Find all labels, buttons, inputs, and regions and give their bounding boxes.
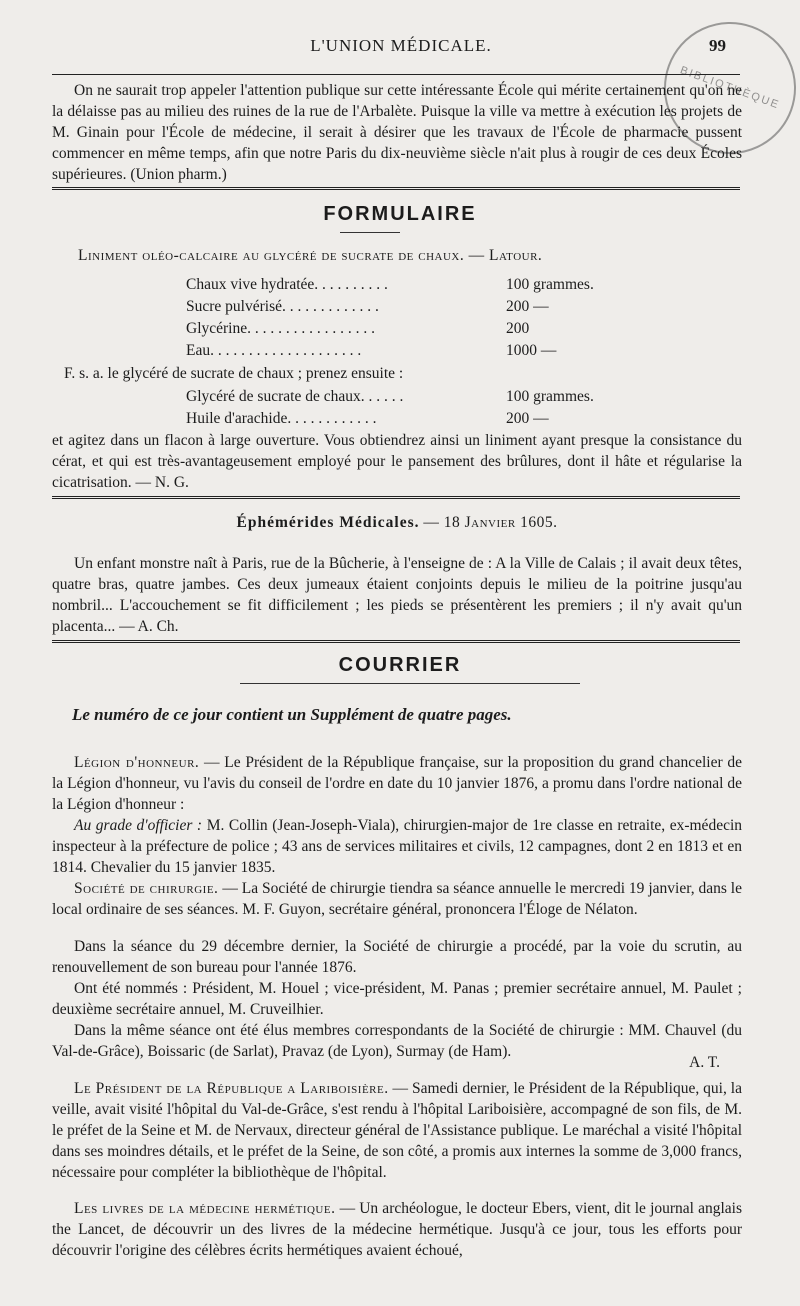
ephemerides-date: — 18 Janvier 1605.: [423, 514, 558, 531]
ingredient-row: [186, 340, 626, 362]
ingredient-name: Chaux vive hydratée. . . . . . . . . .: [186, 276, 388, 293]
officier-text: M. Collin (Jean-Joseph-Viala), chirurgien-major de 1re classe en retraite, ex-médecin inspecteur à la préfecture de police ; 43 ans de services militaires et civils, 12 campagnes, dont 2 en 1813 et en 1814. Chevalier du 15 janvier 1835.: [52, 817, 743, 876]
societe-paragraph: [52, 878, 742, 920]
ingredient-row: [186, 318, 626, 340]
page-header: [52, 30, 782, 112]
seance-paragraph: Dans la séance du 29 décembre dernier, la Société de chirurgie a procédé, par la voie du scrutin, au renouvellement de son bureau pour l'année 1876.: [52, 938, 742, 976]
correspondants-paragraph: Dans la même séance ont été élus membres correspondants de la Société de chirurgie : MM. Chauvel (du Val-de-Grâce), Boissaric (de Sarlat), Pravaz (de Lyon), Surmay (de Ham).: [52, 1022, 742, 1060]
ingredient-name: Glycérine. . . . . . . . . . . . . . . . .: [186, 320, 375, 337]
legion-text: — Le Président de la République française, sur la proposition du grand chancelier de la Légion d'honneur, vu l'avis du conseil de l'ordre en date du 10 janvier 1876, a promu dans l'ordre national de la Légion d'honneur :: [52, 754, 743, 813]
president-text: — Samedi dernier, le Président de la République, qui, la veille, avait visité l'hôpital du Val-de-Grâce, s'est rendu à l'hôpital Lariboisière, accompagné de son fils, de M. le préfet de la Seine et M. de Nervaux, directeur général de l'Assistance publique. Le maréchal a visité l'hôpital dans ses moindres détails, et le préfet de la Seine, de son côté, a promis aux internes la somme de 3,000 francs, nécessaire pour compléter la bibliothèque de l'hôpital.: [52, 1080, 742, 1181]
ingredient-qty: 200: [506, 320, 530, 337]
ingredient-name: Eau. . . . . . . . . . . . . . . . . . . .: [186, 342, 362, 359]
ingredient-name: Sucre pulvérisé. . . . . . . . . . . . .: [186, 298, 379, 315]
ingredient-name: Glycéré de sucrate de chaux. . . . . .: [186, 388, 404, 405]
ingredient-qty: 100 grammes.: [506, 276, 594, 293]
ingredients-list: [186, 274, 626, 362]
nommes-paragraph: Ont été nommés : Président, M. Houel ; vice-président, M. Panas ; premier secrétaire annuel, M. Paulet ; deuxième secrétaire annuel, M. Cruveilhier.: [52, 980, 742, 1018]
ingredient-qty: 1000 —: [506, 342, 557, 359]
ephemerides-heading: [52, 512, 742, 533]
page-number: 99: [709, 36, 726, 55]
section-divider: [52, 187, 740, 193]
formulaire-closing: et agitez dans un flacon à large ouverture. Vous obtiendrez ainsi un liniment ayant presque la consistance du cérat, et qui est très-avantageusement employé pour le pansement des brûlures, dont il hâte et régularise la cicatrisation. — N. G.: [52, 432, 742, 491]
legion-paragraph: [52, 752, 742, 815]
livres-paragraph: [52, 1198, 742, 1261]
ingredient-row: [186, 296, 626, 318]
ingredient-qty: 100 grammes.: [506, 388, 594, 405]
intro-paragraph: On ne saurait trop appeler l'attention publique sur cette intéressante École qui mérite certainement qu'on ne la délaisse pas au milieu des ruines de la rue de l'Arbalète. Puisque la ville va mettre à exécution les projets de M. Ginain pour l'École de médecine, il serait à désirer que les travaux de l'École de pharmacie pussent commencer en même temps, afin que notre Paris du dix-neuvième siècle n'ait plus à rougir de ces deux Écoles supérieures. (Union pharm.): [52, 82, 742, 183]
second-ingredients-list: [186, 386, 626, 430]
societe-head: Société de chirurgie.: [74, 880, 219, 897]
title-underline: [240, 683, 580, 684]
livres-text: — Un archéologue, le docteur Ebers, vient, dit le journal anglais the Lancet, de découvrir un des livres de la médecine hermétique. Jusqu'à ce jour, tous les efforts pour découvrir l'origine des célèbres écrits hermétiques avaient échoué,: [52, 1200, 743, 1259]
ingredient-qty: 200 —: [506, 410, 549, 427]
section-divider: [52, 496, 740, 502]
running-title: L'UNION MÉDICALE.: [310, 36, 492, 55]
president-head: Le Président de la République a Lariboisière.: [74, 1080, 389, 1097]
title-underline: [340, 232, 400, 233]
section-divider: [52, 640, 740, 646]
courrier-title: COURRIER: [338, 654, 462, 676]
ephemerides-text: Un enfant monstre naît à Paris, rue de la Bûcherie, à l'enseigne de : A la Ville de Calais ; il avait deux têtes, quatre bras, quatre jambes. Ces deux jumeaux étaient conjoints depuis le milieu de la poitrine jusqu'au nombril... L'accouchement se fit difficilement ; les pieds se présentèrent les premiers ; il n'y avait qu'un placenta... — A. Ch.: [52, 555, 742, 635]
ingredient-name: Huile d'arachide. . . . . . . . . . . .: [186, 410, 377, 427]
legion-head: Légion d'honneur.: [74, 754, 200, 771]
supplement-note: Le numéro de ce jour contient un Supplément de quatre pages.: [72, 705, 512, 724]
ephemerides-title: Éphémérides Médicales.: [236, 514, 420, 531]
header-rule: [52, 74, 740, 75]
recipe-title: Liniment oléo-calcaire au glycéré de sucrate de chaux. — Latour.: [78, 247, 543, 264]
ingredient-row: [186, 386, 626, 408]
ingredient-qty: 200 —: [506, 298, 549, 315]
ingredient-row: [186, 408, 626, 430]
president-paragraph: [52, 1078, 742, 1183]
officier-paragraph: [52, 815, 742, 878]
officier-head: Au grade d'officier :: [74, 817, 203, 834]
signature-at: A. T.: [689, 1054, 720, 1071]
formulaire-title: FORMULAIRE: [323, 203, 477, 225]
fsa-line: F. s. a. le glycéré de sucrate de chaux ; prenez ensuite :: [64, 365, 404, 382]
stamp-text: BIBLIOTHÈQUE: [678, 64, 782, 112]
livres-head: Les livres de la médecine hermétique.: [74, 1200, 336, 1217]
societe-text: — La Société de chirurgie tiendra sa séance annuelle le mercredi 19 janvier, dans le local ordinaire de ses séances. M. F. Guyon, secrétaire général, prononcera l'Éloge de Nélaton.: [52, 880, 742, 918]
ingredient-row: [186, 274, 626, 296]
